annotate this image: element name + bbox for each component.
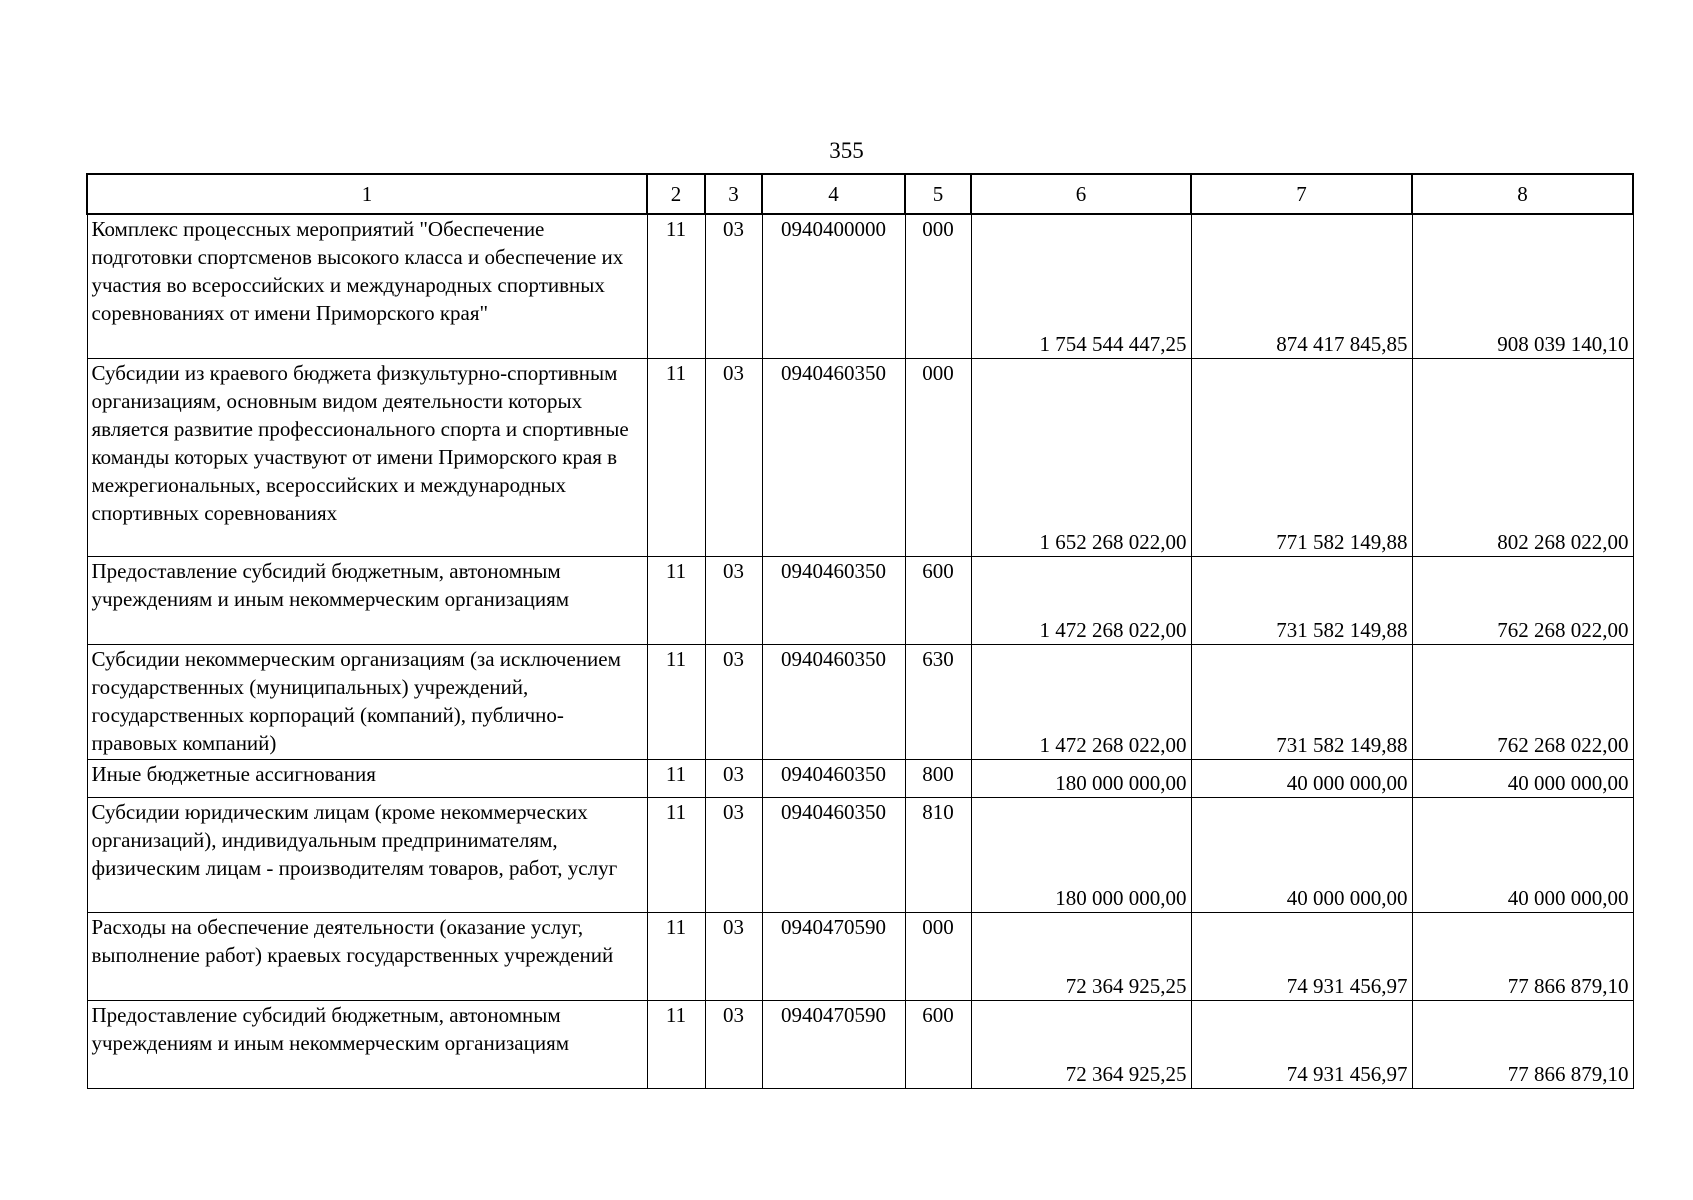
row-name: Комплекс процессных мероприятий "Обеспечение подготовки спортсменов высокого класса и обеспечение их участия во всероссийских и международных спортивных соревнованиях от имени Приморского края" [87,214,647,358]
row-amount-7: 771 582 149,88 [1191,358,1412,556]
row-code-5: 000 [905,214,971,358]
row-name: Предоставление субсидий бюджетным, автономным учреждениям и иным некоммерческим организациям [87,1000,647,1088]
row-amount-8: 77 866 879,10 [1412,912,1633,1000]
row-code-3: 03 [705,644,762,759]
row-code-4: 0940460350 [762,644,905,759]
row-amount-8: 77 866 879,10 [1412,1000,1633,1088]
row-code-5: 000 [905,912,971,1000]
row-code-3: 03 [705,797,762,912]
row-amount-6: 1 472 268 022,00 [971,556,1191,644]
table-row [87,912,1633,1000]
row-code-5: 600 [905,1000,971,1088]
row-code-5: 000 [905,358,971,556]
row-amount-7: 874 417 845,85 [1191,214,1412,358]
row-amount-7: 731 582 149,88 [1191,556,1412,644]
row-amount-8: 762 268 022,00 [1412,644,1633,759]
row-code-4: 0940460350 [762,358,905,556]
row-code-3: 03 [705,358,762,556]
row-code-2: 11 [647,556,705,644]
table-row [87,556,1633,644]
row-amount-8: 762 268 022,00 [1412,556,1633,644]
column-header: 5 [905,174,971,214]
table-row [87,797,1633,912]
row-amount-6: 1 754 544 447,25 [971,214,1191,358]
row-amount-6: 72 364 925,25 [971,1000,1191,1088]
column-header: 4 [762,174,905,214]
row-code-4: 0940470590 [762,912,905,1000]
row-code-5: 800 [905,759,971,797]
row-code-3: 03 [705,556,762,644]
row-code-2: 11 [647,214,705,358]
row-amount-6: 180 000 000,00 [971,759,1191,797]
row-amount-7: 40 000 000,00 [1191,797,1412,912]
table-row [87,214,1633,358]
row-name: Предоставление субсидий бюджетным, автономным учреждениям и иным некоммерческим организациям [87,556,647,644]
row-name: Субсидии некоммерческим организациям (за исключением государственных (муниципальных) учреждений, государственных корпораций (компаний), публично-правовых компаний) [87,644,647,759]
row-amount-6: 72 364 925,25 [971,912,1191,1000]
row-name: Расходы на обеспечение деятельности (оказание услуг, выполнение работ) краевых государственных учреждений [87,912,647,1000]
column-header: 3 [705,174,762,214]
row-code-2: 11 [647,759,705,797]
table-header-row [87,174,1633,214]
row-amount-8: 802 268 022,00 [1412,358,1633,556]
row-code-4: 0940460350 [762,556,905,644]
row-code-3: 03 [705,912,762,1000]
row-amount-6: 1 472 268 022,00 [971,644,1191,759]
budget-table [86,173,1634,1089]
row-name: Иные бюджетные ассигнования [87,759,647,797]
row-code-5: 810 [905,797,971,912]
column-header: 6 [971,174,1191,214]
row-amount-6: 1 652 268 022,00 [971,358,1191,556]
column-header: 7 [1191,174,1412,214]
table-row [87,358,1633,556]
row-code-2: 11 [647,358,705,556]
column-header: 2 [647,174,705,214]
row-code-4: 0940460350 [762,759,905,797]
row-code-5: 600 [905,556,971,644]
row-code-2: 11 [647,912,705,1000]
row-code-3: 03 [705,759,762,797]
row-code-2: 11 [647,797,705,912]
row-code-3: 03 [705,214,762,358]
row-code-2: 11 [647,644,705,759]
row-code-2: 11 [647,1000,705,1088]
row-amount-7: 731 582 149,88 [1191,644,1412,759]
table-row [87,759,1633,797]
row-amount-7: 74 931 456,97 [1191,912,1412,1000]
page-number: 355 [829,138,864,163]
table-row [87,644,1633,759]
row-amount-6: 180 000 000,00 [971,797,1191,912]
row-amount-8: 908 039 140,10 [1412,214,1633,358]
row-code-4: 0940470590 [762,1000,905,1088]
table-row [87,1000,1633,1088]
row-code-4: 0940400000 [762,214,905,358]
row-code-4: 0940460350 [762,797,905,912]
row-name: Субсидии из краевого бюджета физкультурно-спортивным организациям, основным видом деятельности которых является развитие профессионального спорта и спортивные команды которых участвуют от имени Приморского края в межрегиональных, всероссийских и международных спортивных соревнованиях [87,358,647,556]
row-code-5: 630 [905,644,971,759]
row-amount-7: 40 000 000,00 [1191,759,1412,797]
row-code-3: 03 [705,1000,762,1088]
column-header: 8 [1412,174,1633,214]
row-amount-7: 74 931 456,97 [1191,1000,1412,1088]
row-amount-8: 40 000 000,00 [1412,759,1633,797]
row-name: Субсидии юридическим лицам (кроме некоммерческих организаций), индивидуальным предпринимателям, физическим лицам - производителям товаров, работ, услуг [87,797,647,912]
row-amount-8: 40 000 000,00 [1412,797,1633,912]
column-header: 1 [87,174,647,214]
